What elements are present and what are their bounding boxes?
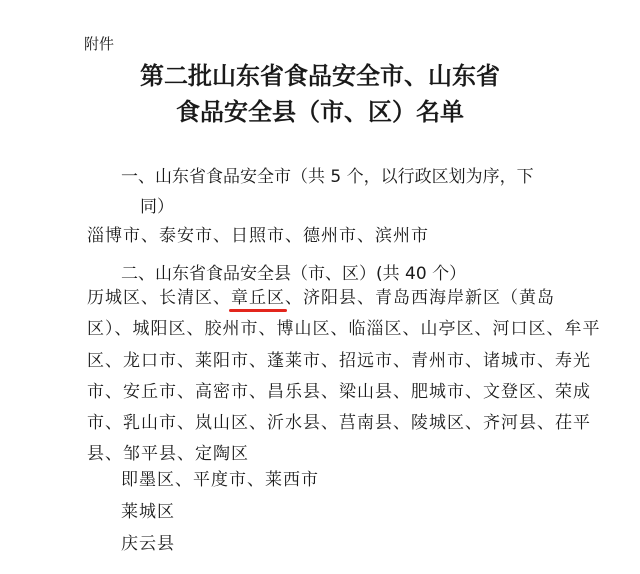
extra-list-line-3: 庆云县 xyxy=(121,534,175,554)
county-list-line: 县、邹平县、定陶区 xyxy=(87,444,249,465)
extra-list-line-2: 莱城区 xyxy=(121,502,175,522)
county-list-line: 市、安丘市、高密市、昌乐县、梁山县、肥城市、文登区、荣成 xyxy=(87,381,591,402)
attachment-label: 附件 xyxy=(84,35,115,53)
extra-list-line-1: 即墨区、平度市、莱西市 xyxy=(121,470,319,490)
document-title-line-2: 食品安全县（市、区）名单 xyxy=(176,97,464,126)
section-1-heading-line-2: 同） xyxy=(140,197,174,217)
section-2-heading: 二、山东省食品安全县（市、区）(共 40 个） xyxy=(121,264,467,284)
county-list-line: 历城区、长清区、章丘区、济阳县、青岛西海岸新区（黄岛 xyxy=(87,288,555,308)
county-list-line: 区、龙口市、莱阳市、蓬莱市、招远市、青州市、诸城市、寿光 xyxy=(87,350,591,371)
county-list-line: 区）、城阳区、胶州市、博山区、临淄区、山亭区、河口区、牟平 xyxy=(87,319,601,340)
section-2-county-list xyxy=(87,283,601,471)
section-1-city-list: 淄博市、泰安市、日照市、德州市、滨州市 xyxy=(87,226,429,246)
document-title-line-1: 第二批山东省食品安全市、山东省 xyxy=(140,61,500,90)
section-1-heading-line-1: 一、山东省食品安全市（共 5 个，以行政区划为序，下 xyxy=(121,167,534,187)
highlighted-county: 章丘区 xyxy=(231,288,285,308)
county-list-line: 市、乳山市、岚山区、沂水县、莒南县、陵城区、齐河县、茌平 xyxy=(87,413,591,434)
